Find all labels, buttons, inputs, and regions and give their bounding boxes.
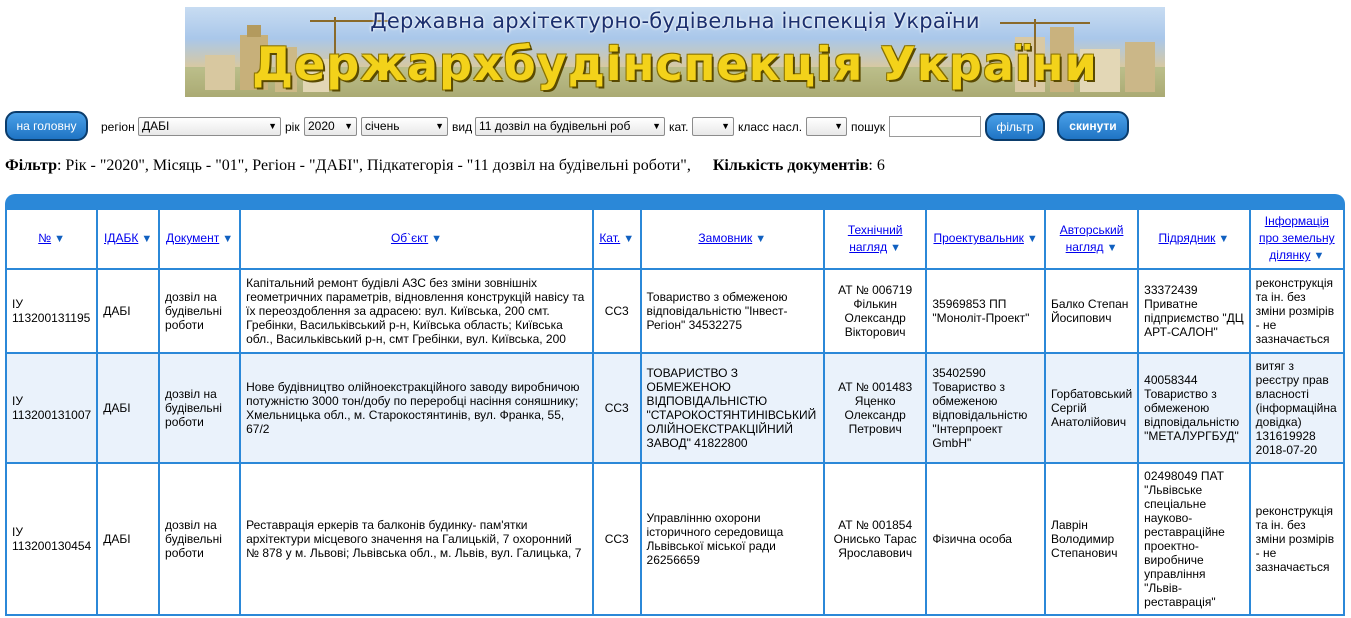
column-header-contractor[interactable] [1139, 210, 1248, 268]
chevron-down-icon: ▼ [721, 121, 730, 131]
sort-arrow-icon[interactable]: ▼ [141, 233, 153, 245]
sort-arrow-icon[interactable]: ▼ [1106, 241, 1118, 254]
region-select[interactable] [138, 117, 281, 136]
cell-tech-supervision: АТ № 006719 Фількин Олександр Вікторович [825, 270, 925, 352]
cell-customer: ТОВАРИСТВО З ОБМЕЖЕНОЮ ВІДПОВІДАЛЬНІСТЮ "СТАРОКОСТЯНТИНІВСЬКИЙ ОЛІЙНОЕКСТРАКЦІЙНИЙ ЗАВОД" 41822800 [642, 354, 823, 462]
search-input[interactable] [889, 116, 981, 137]
cell-customer: Товариство з обмеженою відповідальністю "Інвест-Регіон" 34532275 [642, 270, 823, 352]
sort-arrow-icon[interactable]: ▼ [1313, 250, 1325, 262]
documents-table [5, 208, 1345, 616]
sort-link-object[interactable]: Об`єкт [390, 231, 429, 245]
sort-link-idabk[interactable]: ІДАБК [104, 231, 139, 245]
cell-designer: 35402590 Товариство з обмеженою відповідальністю "Інтерпроект GmbH" [927, 354, 1044, 462]
year-select-value: 2020 [308, 119, 335, 133]
site-banner [185, 7, 1165, 97]
cell-number: ІУ 113200131195 [7, 270, 96, 352]
document-count-label: Кількість документів [712, 157, 869, 174]
chevron-down-icon: ▼ [268, 121, 277, 131]
column-header-category[interactable] [594, 210, 640, 268]
column-header-customer[interactable] [642, 210, 823, 268]
cell-idabk: ДАБІ [98, 354, 158, 462]
sort-link-designer[interactable]: Проектувальник [933, 231, 1024, 245]
sort-arrow-icon[interactable]: ▼ [431, 233, 443, 245]
search-label: пошук [851, 120, 886, 134]
cell-document: дозвіл на будівельні роботи [160, 464, 239, 614]
category-select[interactable] [692, 117, 734, 136]
cell-document: дозвіл на будівельні роботи [160, 354, 239, 462]
sort-link-category[interactable]: Кат. [599, 231, 621, 245]
cell-contractor: 02498049 ПАТ "Львівське спеціальне науково-реставраційне проектно-виробниче управління "Львів-реставрація" [1139, 464, 1248, 614]
chevron-down-icon: ▼ [834, 121, 843, 131]
region-label: регіон [101, 120, 135, 134]
category-label: кат. [669, 120, 689, 134]
cell-land-info: витяг з реєстру прав власності (інформаційна довідка) 131619928 2018-07-20 [1251, 354, 1343, 462]
cell-land-info: реконструкція та ін. без зміни розмірів - не зазначається [1251, 270, 1343, 352]
cell-category: СС3 [594, 464, 640, 614]
cell-object: Капітальний ремонт будівлі АЗС без зміни зовнішніх геометричних параметрів, відновлення конструкцій навісу та їх переоздоблення за адрасею: вул. Київська, 200 смт. Гребінки, Васильківський р-н, Київська область; Київська обл., Васильківський р-н, смт Гребінки, вул. Київська, 200 [241, 270, 592, 352]
column-header-designer[interactable] [927, 210, 1044, 268]
banner-subtitle: Державна архітектурно-будівельна інспекція України [370, 9, 980, 33]
cell-tech-supervision: АТ № 001483 Яценко Олександр Петрович [825, 354, 925, 462]
year-select[interactable] [304, 117, 357, 136]
region-select-value: ДАБІ [142, 119, 170, 133]
year-label: рік [285, 120, 300, 134]
cell-document: дозвіл на будівельні роботи [160, 270, 239, 352]
cell-contractor: 33372439 Приватне підприємство "ДЦ АРТ-САЛОН" [1139, 270, 1248, 352]
banner-title: Держархбудінспекція України [252, 37, 1098, 91]
cell-object: Реставрація еркерів та балконів будинку- пам'ятки архітектури місцевого значення на Галицькій, 7 охоронний № 878 у м. Львові; Львівська обл., м. Львів, вул. Галицька, 7 [241, 464, 592, 614]
table-row [7, 354, 1343, 462]
sort-arrow-icon[interactable]: ▼ [1218, 233, 1230, 245]
cell-land-info: реконструкція та ін. без зміни розмірів - не зазначається [1251, 464, 1343, 614]
cell-category: СС3 [594, 270, 640, 352]
document-count-value: : 6 [868, 157, 885, 174]
cell-customer: Управлінню охорони історичного середовища Львівської міської ради 26256659 [642, 464, 823, 614]
table-row [7, 464, 1343, 614]
sort-link-document[interactable]: Документ [166, 231, 220, 245]
reset-button[interactable]: скинути [1057, 111, 1129, 141]
column-header-author-supervision[interactable] [1046, 210, 1137, 268]
column-header-idabk[interactable] [98, 210, 158, 268]
sort-link-author-supervision[interactable]: Авторський нагляд [1059, 222, 1124, 254]
column-header-land-info[interactable] [1251, 210, 1343, 268]
sort-arrow-icon[interactable]: ▼ [222, 233, 234, 245]
sort-link-number[interactable]: № [38, 231, 52, 245]
cell-idabk: ДАБІ [98, 270, 158, 352]
class-label: класс насл. [738, 120, 803, 134]
column-header-tech-supervision[interactable] [825, 210, 925, 268]
chevron-down-icon: ▼ [652, 121, 661, 131]
sort-link-customer[interactable]: Замовник [698, 231, 753, 245]
type-select-value: 11 дозвіл на будівельні роб [479, 119, 631, 133]
sort-arrow-icon[interactable]: ▼ [623, 233, 635, 245]
filter-summary-text: : Рік - "2020", Місяць - "01", Регіон - "ДАБІ", Підкатегорія - "11 дозвіл на будівельні роботи", [56, 157, 691, 174]
sort-link-land-info[interactable]: Інформація про земельну ділянку [1259, 214, 1335, 262]
month-select-value: січень [365, 119, 400, 133]
sort-link-contractor[interactable]: Підрядник [1158, 231, 1216, 245]
cell-tech-supervision: АТ № 001854 Ониськo Тарас Ярославович [825, 464, 925, 614]
column-header-number[interactable] [7, 210, 96, 268]
filter-button[interactable]: фільтр [985, 113, 1045, 141]
column-header-document[interactable] [160, 210, 239, 268]
cell-author-supervision: Горбатовський Сергій Анатолійович [1046, 354, 1137, 462]
filter-summary-label: Фільтр [5, 157, 57, 174]
cell-author-supervision: Лаврін Володимир Степанович [1046, 464, 1137, 614]
filter-summary [5, 157, 885, 175]
sort-arrow-icon[interactable]: ▼ [1026, 233, 1038, 245]
table-row [7, 270, 1343, 352]
sort-arrow-icon[interactable]: ▼ [755, 233, 767, 245]
chevron-down-icon: ▼ [344, 121, 353, 131]
cell-author-supervision: Балко Степан Йосипович [1046, 270, 1137, 352]
sort-arrow-icon[interactable]: ▼ [54, 233, 65, 245]
home-button[interactable]: на головну [5, 111, 88, 141]
cell-number: ІУ 113200130454 [7, 464, 96, 614]
sort-link-tech-supervision[interactable]: Технічний нагляд [847, 222, 903, 254]
sort-arrow-icon[interactable]: ▼ [890, 241, 902, 254]
column-header-object[interactable] [241, 210, 592, 268]
cell-designer: 35969853 ПП "Моноліт-Проект" [927, 270, 1044, 352]
table-header-row [7, 210, 1343, 268]
month-select[interactable] [361, 117, 448, 136]
cell-idabk: ДАБІ [98, 464, 158, 614]
cell-contractor: 40058344 Товариство з обмеженою відповідальністю "МЕТАЛУРГБУД" [1139, 354, 1248, 462]
cell-object: Нове будівництво олійноекстракційного заводу виробничою потужністю 3000 тон/добу по переробці насіння соняшнику; Хмельницька обл., м. Старокостянтинів, вул. Франка, 55, 67/2 [241, 354, 592, 462]
chevron-down-icon: ▼ [435, 121, 444, 131]
cell-designer: Фізична особа [927, 464, 1044, 614]
cell-category: СС3 [594, 354, 640, 462]
type-select[interactable] [475, 117, 665, 136]
cell-number: ІУ 113200131007 [7, 354, 96, 462]
class-select[interactable] [806, 117, 847, 136]
type-label: вид [452, 120, 473, 134]
